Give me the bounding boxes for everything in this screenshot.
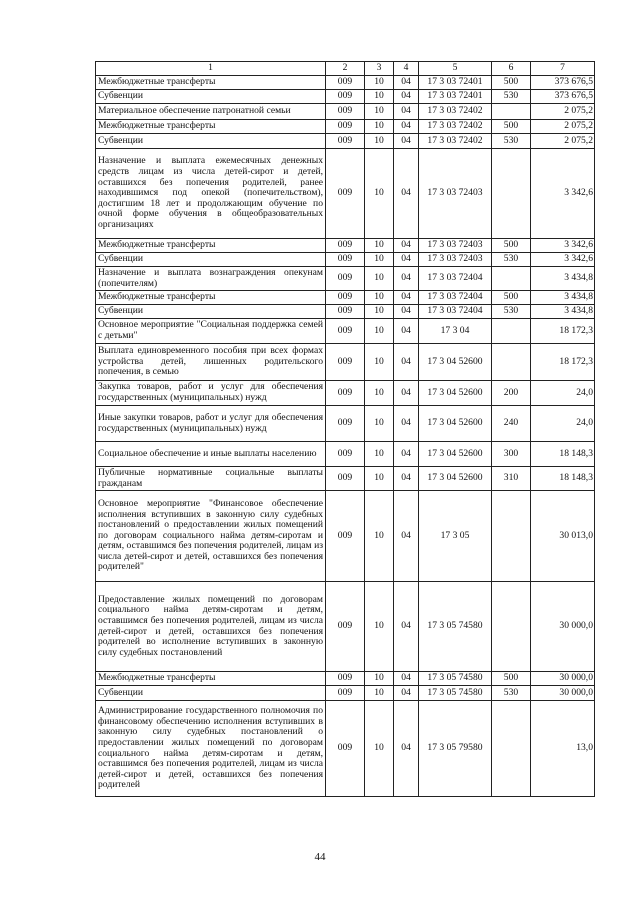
table-row (96, 344, 595, 381)
row-vr-cell (492, 701, 531, 797)
row-pr-cell: 04 (394, 319, 419, 344)
row-name-cell: Социальное обеспечение и иные выплаты населению (96, 442, 326, 467)
row-pr-cell: 04 (394, 442, 419, 467)
header-cell: 2 (326, 62, 365, 76)
row-gr-cell: 009 (326, 701, 365, 797)
table-row (96, 291, 595, 305)
row-gr-cell: 009 (326, 672, 365, 686)
row-vr-cell: 530 (492, 253, 531, 267)
table-row (96, 672, 595, 686)
row-rz-cell: 10 (365, 134, 394, 149)
row-csr-cell: 17 3 03 72401 (419, 76, 492, 90)
row-csr-cell: 17 3 05 79580 (419, 701, 492, 797)
row-name-cell: Публичные нормативные социальные выплаты гражданам (96, 467, 326, 491)
header-cell: 1 (96, 62, 326, 76)
row-pr-cell: 04 (394, 120, 419, 134)
row-sum-cell: 2 075,2 (531, 120, 595, 134)
row-sum-cell: 30 000,0 (531, 672, 595, 686)
row-rz-cell: 10 (365, 467, 394, 491)
row-vr-cell: 500 (492, 239, 531, 253)
row-gr-cell: 009 (326, 582, 365, 672)
row-sum-cell: 30 000,0 (531, 582, 595, 672)
row-rz-cell: 10 (365, 291, 394, 305)
row-pr-cell: 04 (394, 90, 419, 104)
row-gr-cell: 009 (326, 104, 365, 120)
row-csr-cell: 17 3 05 74580 (419, 686, 492, 701)
row-pr-cell: 04 (394, 104, 419, 120)
page-number: 44 (314, 851, 326, 863)
row-pr-cell: 04 (394, 291, 419, 305)
row-vr-cell (492, 267, 531, 291)
row-vr-cell: 240 (492, 406, 531, 442)
table-row (96, 305, 595, 319)
header-cell: 3 (365, 62, 394, 76)
row-rz-cell: 10 (365, 149, 394, 239)
row-csr-cell: 17 3 03 72402 (419, 104, 492, 120)
row-gr-cell: 009 (326, 134, 365, 149)
row-pr-cell: 04 (394, 381, 419, 406)
row-sum-cell: 3 342,6 (531, 149, 595, 239)
row-rz-cell: 10 (365, 267, 394, 291)
table-header-row (96, 62, 595, 76)
row-rz-cell: 10 (365, 701, 394, 797)
row-csr-cell: 17 3 03 72402 (419, 120, 492, 134)
row-name-cell: Субвенции (96, 253, 326, 267)
row-vr-cell: 500 (492, 672, 531, 686)
row-name-cell: Основное мероприятие "Социальная поддержка семей с детьми" (96, 319, 326, 344)
row-vr-cell: 310 (492, 467, 531, 491)
row-pr-cell: 04 (394, 134, 419, 149)
row-csr-cell: 17 3 04 52600 (419, 344, 492, 381)
budget-table (95, 61, 595, 797)
row-csr-cell: 17 3 03 72404 (419, 291, 492, 305)
row-csr-cell: 17 3 03 72404 (419, 305, 492, 319)
header-cell: 7 (531, 62, 595, 76)
table-row (96, 253, 595, 267)
row-rz-cell: 10 (365, 381, 394, 406)
row-sum-cell: 2 075,2 (531, 104, 595, 120)
row-name-cell: Выплата единовременного пособия при всех формах устройства детей, лишенных родительского попечения, в семью (96, 344, 326, 381)
row-rz-cell: 10 (365, 491, 394, 582)
row-name-cell: Материальное обеспечение патронатной семьи (96, 104, 326, 120)
row-rz-cell: 10 (365, 686, 394, 701)
row-name-cell: Назначение и выплата ежемесячных денежных средств лицам из числа детей-сирот и детей, оставшихся без попечения родителей, ранее находившимся под опекой (попечительством), достигшим 18 лет и продолжающим обучение по очной форме обучения в общеобразовательных организациях (96, 149, 326, 239)
row-sum-cell: 2 075,2 (531, 134, 595, 149)
row-pr-cell: 04 (394, 582, 419, 672)
row-rz-cell: 10 (365, 582, 394, 672)
row-gr-cell: 009 (326, 90, 365, 104)
row-pr-cell: 04 (394, 149, 419, 239)
table-row (96, 701, 595, 797)
row-name-cell: Иные закупки товаров, работ и услуг для обеспечения государственных (муниципальных) нужд (96, 406, 326, 442)
row-csr-cell: 17 3 03 72403 (419, 253, 492, 267)
row-name-cell: Межбюджетные трансферты (96, 672, 326, 686)
row-gr-cell: 009 (326, 406, 365, 442)
row-name-cell: Закупка товаров, работ и услуг для обеспечения государственных (муниципальных) нужд (96, 381, 326, 406)
row-sum-cell: 3 342,6 (531, 239, 595, 253)
row-gr-cell: 009 (326, 239, 365, 253)
header-cell: 6 (492, 62, 531, 76)
row-sum-cell: 30 000,0 (531, 686, 595, 701)
row-name-cell: Субвенции (96, 134, 326, 149)
row-pr-cell: 04 (394, 344, 419, 381)
row-name-cell: Межбюджетные трансферты (96, 120, 326, 134)
table-row (96, 134, 595, 149)
row-sum-cell: 18 148,3 (531, 442, 595, 467)
row-gr-cell: 009 (326, 491, 365, 582)
table-row (96, 239, 595, 253)
table-row (96, 582, 595, 672)
row-pr-cell: 04 (394, 76, 419, 90)
row-vr-cell (492, 104, 531, 120)
row-name-cell: Межбюджетные трансферты (96, 239, 326, 253)
row-pr-cell: 04 (394, 672, 419, 686)
row-name-cell: Субвенции (96, 686, 326, 701)
row-sum-cell: 373 676,5 (531, 76, 595, 90)
row-csr-cell: 17 3 05 74580 (419, 672, 492, 686)
row-rz-cell: 10 (365, 406, 394, 442)
row-gr-cell: 009 (326, 120, 365, 134)
row-gr-cell: 009 (326, 467, 365, 491)
row-sum-cell: 3 434,8 (531, 291, 595, 305)
row-gr-cell: 009 (326, 291, 365, 305)
table-row (96, 406, 595, 442)
row-name-cell: Основное мероприятие "Финансовое обеспечение исполнения вступивших в законную силу судебных постановлений о предоставлении жилых помещений по договорам социального найма детям-сиротам и детям, оставшимся без попечения родителей, лицам из числа детей-сирот и детей, оставшихся без попечения родителей" (96, 491, 326, 582)
row-csr-cell: 17 3 03 72403 (419, 149, 492, 239)
row-sum-cell: 373 676,5 (531, 90, 595, 104)
row-sum-cell: 18 148,3 (531, 467, 595, 491)
table-row (96, 491, 595, 582)
row-rz-cell: 10 (365, 104, 394, 120)
table-row (96, 442, 595, 467)
table-row (96, 467, 595, 491)
row-rz-cell: 10 (365, 344, 394, 381)
row-name-cell: Межбюджетные трансферты (96, 291, 326, 305)
row-csr-cell: 17 3 03 72402 (419, 134, 492, 149)
row-sum-cell: 13,0 (531, 701, 595, 797)
table-row (96, 319, 595, 344)
row-rz-cell: 10 (365, 319, 394, 344)
row-pr-cell: 04 (394, 686, 419, 701)
row-rz-cell: 10 (365, 442, 394, 467)
row-rz-cell: 10 (365, 253, 394, 267)
header-cell: 4 (394, 62, 419, 76)
row-gr-cell: 009 (326, 305, 365, 319)
row-rz-cell: 10 (365, 672, 394, 686)
row-sum-cell: 30 013,0 (531, 491, 595, 582)
row-csr-cell: 17 3 04 52600 (419, 406, 492, 442)
row-rz-cell: 10 (365, 239, 394, 253)
table-row (96, 149, 595, 239)
row-rz-cell: 10 (365, 305, 394, 319)
row-sum-cell: 18 172,3 (531, 319, 595, 344)
row-pr-cell: 04 (394, 239, 419, 253)
row-csr-cell: 17 3 04 (419, 319, 492, 344)
row-vr-cell: 500 (492, 291, 531, 305)
row-pr-cell: 04 (394, 253, 419, 267)
row-gr-cell: 009 (326, 381, 365, 406)
table-row (96, 267, 595, 291)
row-vr-cell: 200 (492, 381, 531, 406)
row-pr-cell: 04 (394, 406, 419, 442)
row-csr-cell: 17 3 03 72404 (419, 267, 492, 291)
row-rz-cell: 10 (365, 76, 394, 90)
row-vr-cell: 530 (492, 134, 531, 149)
row-vr-cell (492, 491, 531, 582)
row-sum-cell: 24,0 (531, 406, 595, 442)
row-vr-cell (492, 149, 531, 239)
row-name-cell: Субвенции (96, 305, 326, 319)
row-csr-cell: 17 3 04 52600 (419, 381, 492, 406)
row-vr-cell (492, 582, 531, 672)
row-gr-cell: 009 (326, 442, 365, 467)
table-row (96, 120, 595, 134)
row-gr-cell: 009 (326, 149, 365, 239)
row-gr-cell: 009 (326, 76, 365, 90)
table-row (96, 104, 595, 120)
row-vr-cell: 500 (492, 120, 531, 134)
row-vr-cell: 530 (492, 90, 531, 104)
row-vr-cell: 530 (492, 686, 531, 701)
row-name-cell: Администрирование государственного полномочия по финансовому обеспечению исполнения вступивших в законную силу судебных постановлений о предоставлении жилых помещений по договорам социального найма детям-сиротам и детям, оставшимся без попечения родителей, лицам из числа детей-сирот и детей, оставшихся без попечения родителей (96, 701, 326, 797)
row-vr-cell: 500 (492, 76, 531, 90)
table-row (96, 76, 595, 90)
table-row (96, 381, 595, 406)
header-cell: 5 (419, 62, 492, 76)
row-csr-cell: 17 3 03 72403 (419, 239, 492, 253)
row-csr-cell: 17 3 04 52600 (419, 467, 492, 491)
row-rz-cell: 10 (365, 120, 394, 134)
row-pr-cell: 04 (394, 467, 419, 491)
budget-table-sheet (95, 61, 594, 797)
row-rz-cell: 10 (365, 90, 394, 104)
row-gr-cell: 009 (326, 344, 365, 381)
row-vr-cell (492, 344, 531, 381)
row-gr-cell: 009 (326, 686, 365, 701)
row-sum-cell: 3 434,8 (531, 305, 595, 319)
row-name-cell: Назначение и выплата вознаграждения опекунам (попечителям) (96, 267, 326, 291)
row-pr-cell: 04 (394, 491, 419, 582)
row-vr-cell (492, 319, 531, 344)
row-csr-cell: 17 3 05 (419, 491, 492, 582)
row-name-cell: Предоставление жилых помещений по договорам социального найма детям-сиротам и детям, оставшимся без попечения родителей, лицам из числа детей-сирот и детей, оставшихся без попечения родителей во исполнение вступивших в законную силу судебных постановлений (96, 582, 326, 672)
row-vr-cell: 300 (492, 442, 531, 467)
row-gr-cell: 009 (326, 253, 365, 267)
row-sum-cell: 3 342,6 (531, 253, 595, 267)
row-sum-cell: 18 172,3 (531, 344, 595, 381)
row-pr-cell: 04 (394, 267, 419, 291)
row-vr-cell: 530 (492, 305, 531, 319)
table-row (96, 686, 595, 701)
row-name-cell: Субвенции (96, 90, 326, 104)
row-pr-cell: 04 (394, 305, 419, 319)
row-sum-cell: 24,0 (531, 381, 595, 406)
row-pr-cell: 04 (394, 701, 419, 797)
row-gr-cell: 009 (326, 319, 365, 344)
table-row (96, 90, 595, 104)
row-csr-cell: 17 3 03 72401 (419, 90, 492, 104)
row-gr-cell: 009 (326, 267, 365, 291)
row-csr-cell: 17 3 05 74580 (419, 582, 492, 672)
row-name-cell: Межбюджетные трансферты (96, 76, 326, 90)
row-sum-cell: 3 434,8 (531, 267, 595, 291)
row-csr-cell: 17 3 04 52600 (419, 442, 492, 467)
